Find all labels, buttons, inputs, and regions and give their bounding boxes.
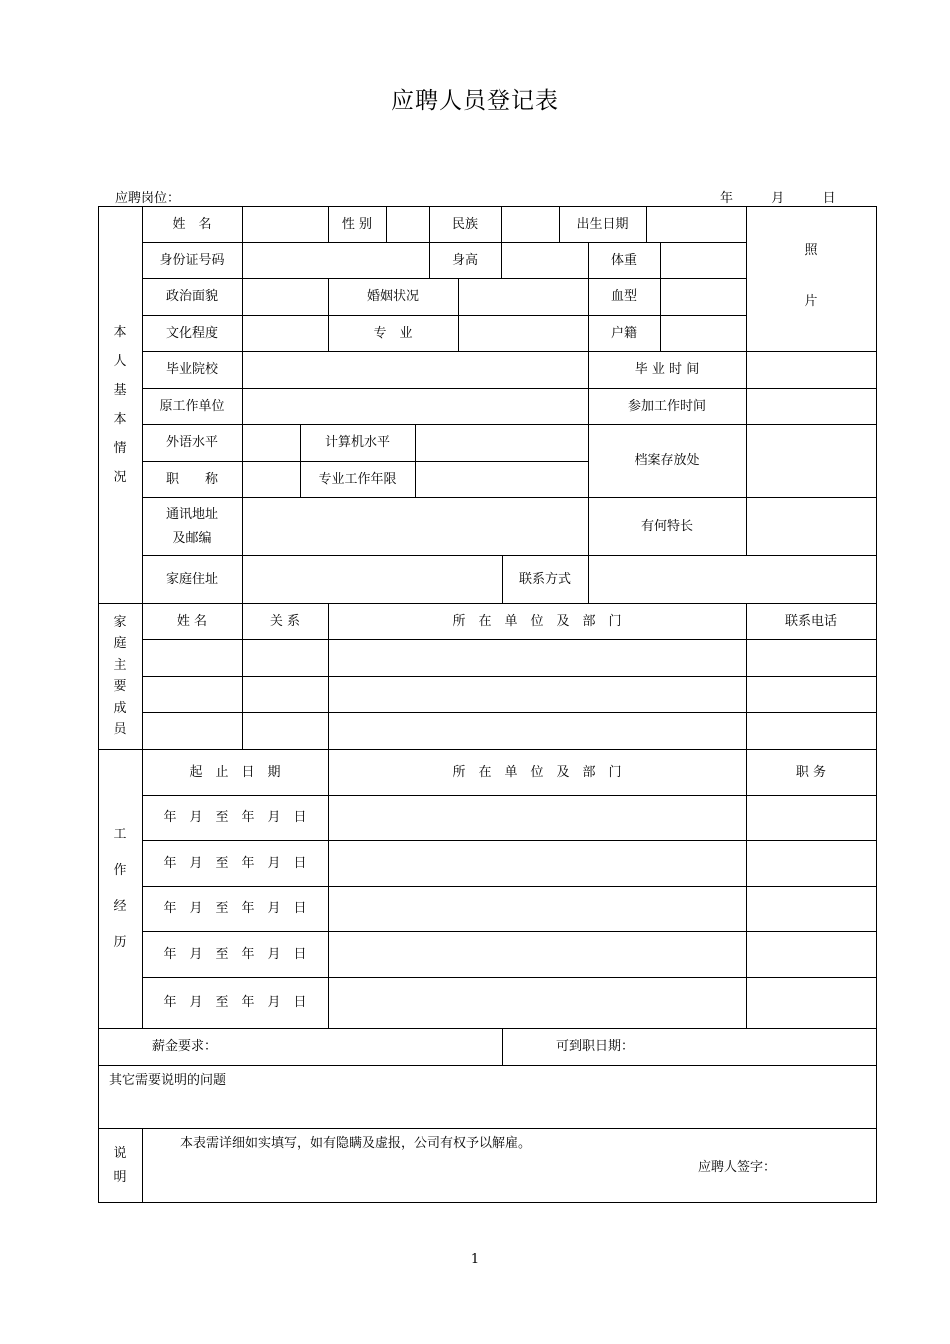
family-col-unit: 所 在 单 位 及 部 门 — [452, 613, 622, 629]
year-label: 年 — [720, 191, 734, 206]
label-work-start: 参加工作时间 — [627, 398, 706, 414]
label-archive: 档案存放处 — [634, 453, 700, 468]
family-section-label — [98, 603, 142, 749]
family-col-name: 姓 名 — [176, 613, 208, 629]
work-col-unit: 所 在 单 位 及 部 门 — [452, 764, 622, 780]
label-education: 文化程度 — [165, 325, 218, 341]
note-text: 本表需详细如实填写，如有隐瞒及虚报，公司有权予以解雇。 — [180, 1135, 532, 1151]
label-name: 姓 名 — [172, 216, 212, 232]
label-birth-date: 出生日期 — [576, 216, 629, 232]
family-section-text: 家庭主要成员 — [113, 614, 127, 737]
label-marital: 婚姻状况 — [366, 289, 419, 304]
page-number: 1 — [470, 1252, 480, 1267]
label-school: 毕业院校 — [165, 362, 218, 377]
label-contact: 联系方式 — [518, 571, 571, 587]
photo-box — [746, 206, 876, 351]
family-col-relation: 关 系 — [269, 613, 301, 629]
month-label: 月 — [771, 191, 785, 206]
label-specialty: 有何特长 — [640, 518, 693, 534]
family-col-phone: 联系电话 — [784, 613, 837, 629]
salary-label: 薪金要求： — [152, 1039, 218, 1054]
label-grad-time: 毕 业 时 间 — [634, 362, 700, 377]
label-hukou: 户籍 — [610, 325, 637, 341]
label-major: 专 业 — [373, 325, 413, 341]
work-section-text: 工作经历 — [113, 826, 127, 950]
work-row-period: 年 月 至 年 月 日 — [163, 810, 307, 825]
note-label-text: 说明 — [113, 1145, 127, 1185]
work-row-period: 年 月 至 年 月 日 — [163, 946, 307, 962]
position-label: 应聘岗位： — [115, 191, 181, 206]
basic-section-text: 本人基本情况 — [113, 324, 127, 485]
basic-section-label — [98, 206, 142, 603]
label-years-in-field: 专业工作年限 — [318, 471, 397, 487]
signature-label: 应聘人签字： — [698, 1159, 777, 1175]
photo-label-top: 照 — [804, 242, 818, 258]
day-label: 日 — [822, 191, 836, 206]
label-blood: 血型 — [610, 289, 637, 304]
label-weight: 体重 — [610, 252, 637, 268]
photo-label-bottom: 片 — [804, 293, 818, 309]
date-line — [720, 187, 836, 206]
label-height: 身高 — [451, 252, 478, 268]
work-col-position: 职 务 — [795, 764, 827, 780]
note-label — [98, 1128, 142, 1203]
label-title-rank: 职 称 — [165, 471, 218, 487]
label-prev-employer: 原工作单位 — [159, 398, 225, 414]
label-gender: 性 别 — [341, 216, 373, 232]
work-section-label — [98, 749, 142, 1028]
work-row-period: 年 月 至 年 月 日 — [163, 901, 307, 916]
label-home-address: 家庭住址 — [165, 571, 218, 587]
label-language: 外语水平 — [165, 435, 218, 450]
work-col-period: 起 止 日 期 — [189, 764, 281, 780]
label-computer: 计算机水平 — [324, 435, 390, 450]
work-row-period: 年 月 至 年 月 日 — [163, 855, 307, 871]
other-notes-label: 其它需要说明的问题 — [109, 1072, 227, 1088]
label-id-number: 身份证号码 — [159, 252, 225, 268]
label-ethnicity: 民族 — [451, 216, 478, 232]
available-date-label: 可到职日期： — [556, 1039, 635, 1054]
work-row-period: 年 月 至 年 月 日 — [163, 995, 307, 1010]
label-political: 政治面貌 — [165, 289, 218, 304]
page-title: 应聘人员登记表 — [391, 88, 559, 114]
label-address-line1: 通讯地址 — [165, 506, 218, 522]
label-address-line2: 及邮编 — [172, 530, 212, 546]
registration-form — [98, 206, 877, 1203]
label-address — [142, 497, 242, 555]
